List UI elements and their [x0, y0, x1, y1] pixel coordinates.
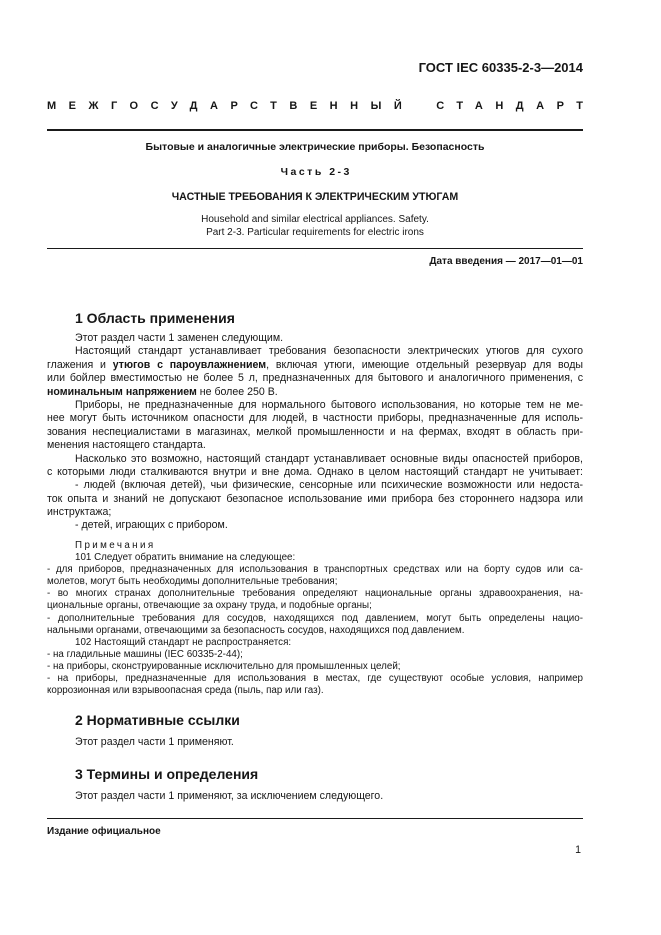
page-number: 1	[575, 844, 581, 856]
note-line: нальными органами, отвечающими за безопасность сосудов, находящихся под давлением.	[47, 624, 465, 636]
body-text-line: инструктажа;	[47, 506, 112, 519]
body-text-line: - детей, играющих с прибором.	[75, 519, 228, 532]
general-title: Бытовые и аналогичные электрические приборы. Безопасность	[145, 141, 485, 153]
body-text: , включая утюги, имеющие отдельный резервуар для воды	[266, 358, 583, 371]
section-1-heading: 1 Область применения	[75, 310, 235, 326]
note-line: - на гладильные машины (IEC 60335-2-44);	[47, 648, 243, 660]
header-rule-thick	[47, 129, 583, 131]
note-line: циональные органы, отвечающие за охрану труда, и подобные органы;	[47, 600, 372, 612]
section-2-text: Этот раздел части 1 применяют.	[75, 736, 234, 748]
body-text-line: Насколько это возможно, настоящий стандарт устанавливает основные виды опасностей приборов,	[75, 452, 583, 465]
body-text-line: с которыми люди сталкиваются внутри и вне дома. Однако в целом настоящий стандарт не учитывает:	[47, 465, 583, 478]
note-line: 102 Настоящий стандарт не распространяется:	[75, 636, 292, 648]
body-text-line: зования неспециалистами в магазинах, мелкой промышленности и на фермах, входят в область при-	[47, 425, 583, 438]
footer-rule	[47, 818, 583, 819]
body-text: глажения и	[47, 358, 113, 371]
note-line: коррозионная или взрывоопасная среда (пыль, пар или газ).	[47, 685, 324, 697]
body-text-line: Настоящий стандарт устанавливает требования безопасности электрических утюгов для сухого	[75, 345, 583, 358]
standard-type-word-2: СТАНДАРТ	[436, 100, 596, 112]
section-2-heading: 2 Нормативные ссылки	[75, 712, 240, 728]
standard-type-word-1: МЕЖГОСУДАРСТВЕННЫЙ	[47, 100, 415, 112]
note-line: - на приборы, сконструированные исключительно для промышленных целей;	[47, 660, 401, 672]
note-line: - дополнительные требования для сосудов, находящихся под давлением, могут быть определены нацио-	[47, 612, 583, 624]
body-text-line: ток опыта и знаний не допускают безопасное использование ими прибора без стороннего надзора или	[47, 492, 583, 505]
body-text: не более 250 В.	[196, 385, 278, 398]
notes-label: Примечания	[75, 540, 156, 551]
note-line: - для приборов, предназначенных для использования в транспортных средствах или на борту судов или са-	[47, 564, 583, 576]
section-1-body	[47, 332, 583, 533]
defined-term: номинальным напряжением	[47, 385, 197, 398]
english-title-line-1: Household and similar electrical appliances. Safety.	[201, 214, 429, 225]
effective-date: Дата введения — 2017—01—01	[429, 256, 583, 267]
header-rule-thin	[47, 248, 583, 249]
part-number: Часть 2-3	[280, 166, 352, 178]
section-3-text: Этот раздел части 1 применяют, за исключением следующего.	[75, 790, 384, 802]
defined-term: утюгов с пароувлажнением	[112, 358, 267, 371]
note-line: - во многих странах дополнительные требования определяют национальные органы здравоохранения, на-	[47, 588, 583, 600]
body-text-line: или бойлер вместимостью не более 5 л, предназначенных для бытового и аналогичного применения, с	[47, 372, 583, 385]
body-text-line: - людей (включая детей), чьи физические, сенсорные или психические возможности или недоста-	[75, 479, 583, 492]
body-text-line: менения настоящего стандарта.	[47, 439, 206, 452]
note-line: - на приборы, предназначенные для использования в местах, где существуют особые условия, например	[47, 673, 583, 685]
body-text-line: нее могут быть источником опасности для людей, в частности приборы, предназначенные для исполь-	[47, 412, 583, 425]
part-title: ЧАСТНЫЕ ТРЕБОВАНИЯ К ЭЛЕКТРИЧЕСКИМ УТЮГАМ	[171, 191, 459, 203]
note-line: 101 Следует обратить внимание на следующее:	[75, 552, 296, 564]
english-title-line-2: Part 2-3. Particular requirements for electric irons	[206, 227, 424, 238]
notes-block	[47, 540, 583, 697]
document-number: ГОСТ IEC 60335-2-3—2014	[418, 60, 583, 75]
official-edition-label: Издание официальное	[47, 826, 161, 837]
section-3-heading: 3 Термины и определения	[75, 766, 259, 782]
note-line: молетов, могут быть необходимы дополнительные требования;	[47, 576, 338, 588]
body-text-line	[47, 386, 583, 399]
body-text-line	[47, 359, 583, 372]
body-text-line: Приборы, не предназначенные для нормального бытового использования, но которые тем не ме-	[75, 398, 583, 411]
body-text-line: Этот раздел части 1 заменен следующим.	[75, 332, 284, 344]
